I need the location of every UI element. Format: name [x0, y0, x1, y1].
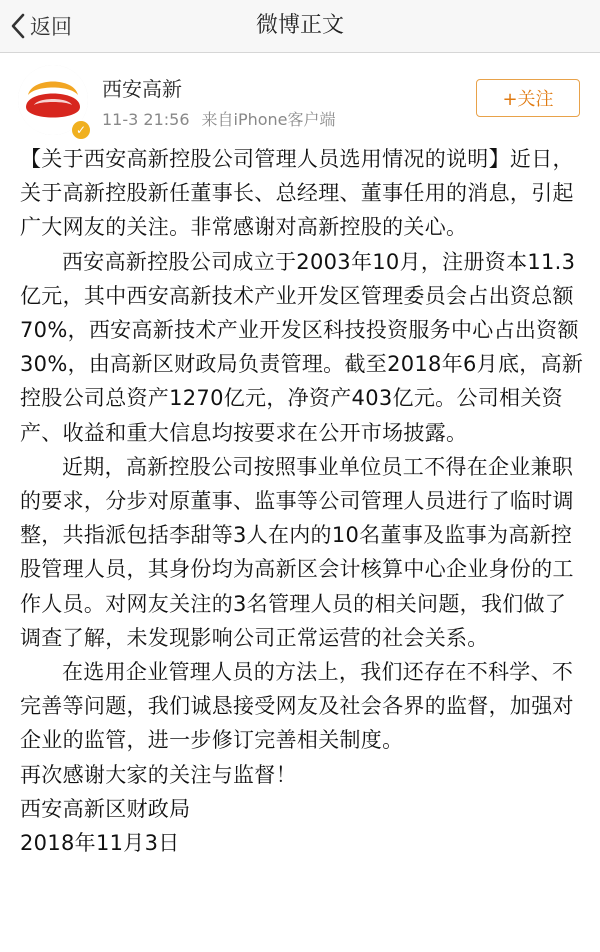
paragraph-adjustment: 近期，高新控股公司按照事业单位员工不得在企业兼职的要求，分步对原董事、监事等公司管理人员进行了临时调整，共指派包括李甜等3人在内的10名董事及监事为高新控股管理人员，其身份均为高新区会计核算中心企业身份的工作人员。对网友关注的3名管理人员的相关问题，我们做了调查了解，未发现影响公司正常运营的社会关系。	[20, 454, 574, 650]
post-time: 11-3 21:56	[102, 110, 190, 129]
post-content	[20, 142, 586, 860]
signature-org: 西安高新区财政局	[20, 796, 191, 821]
paragraph-thanks: 再次感谢大家的关注与监督！	[20, 762, 297, 787]
follow-button[interactable]: +关注	[476, 79, 580, 117]
post-header	[0, 53, 600, 135]
paragraph-improvement: 在选用企业管理人员的方法上，我们还存在不科学、不完善等问题，我们诚恳接受网友及社会各界的监督，加强对企业的监管，进一步修订完善相关制度。	[20, 660, 574, 753]
verified-icon: ✓	[70, 119, 92, 141]
navigation-bar	[0, 0, 600, 53]
author-name[interactable]: 西安高新	[102, 77, 182, 101]
signature-date: 2018年11月3日	[20, 831, 180, 856]
back-label: 返回	[30, 15, 72, 39]
paragraph-intro: 【关于西安高新控股公司管理人员选用情况的说明】近日，关于高新控股新任董事长、总经理、董事任用的消息，引起广大网友的关注。非常感谢对高新控股的关心。	[20, 147, 574, 240]
page-title: 微博正文	[255, 13, 344, 38]
post-meta	[102, 107, 336, 130]
paragraph-company: 西安高新控股公司成立于2003年10月，注册资本11.3亿元，其中西安高新技术产业开发区管理委员会占出资总额70%，西安高新技术产业开发区科技投资服务中心占出资额30%，由高新区财政局负责管理。截至2018年6月底，高新控股公司总资产1270亿元，净资产403亿元。公司相关资产、收益和重大信息均按要求在公开市场披露。	[20, 249, 584, 445]
post-source: 来自iPhone客户端	[201, 110, 336, 129]
